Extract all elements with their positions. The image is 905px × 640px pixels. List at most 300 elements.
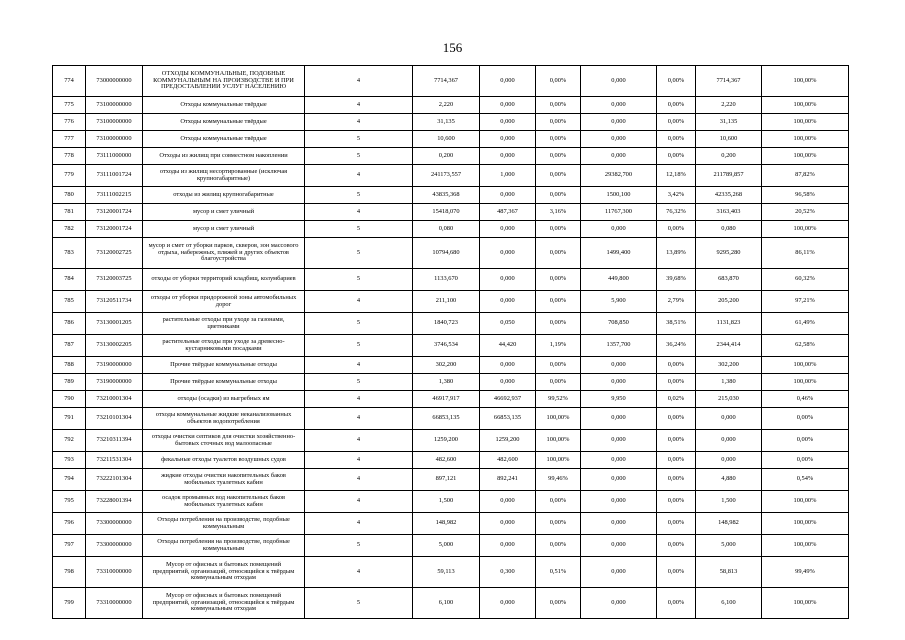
generated-amount-cell: 211,100 [413, 291, 480, 313]
value-1-cell: 892,241 [480, 469, 536, 491]
value-3-cell: 1,380 [696, 374, 762, 391]
waste-code-cell: 73100000000 [86, 97, 143, 114]
waste-name-cell: Отходы коммунальные твёрдые [143, 97, 305, 114]
percent-1-cell: 100,00% [536, 452, 581, 469]
percent-3-cell: 100,00% [762, 221, 849, 238]
hazard-class-cell: 5 [305, 313, 413, 335]
waste-code-cell: 73210001304 [86, 391, 143, 408]
waste-name-cell: Отходы из жилищ при совместном накоплении [143, 148, 305, 165]
table-row [53, 491, 849, 513]
value-2-cell: 0,000 [581, 588, 657, 619]
row-number-cell: 785 [53, 291, 86, 313]
waste-code-cell: 73210311394 [86, 430, 143, 452]
value-1-cell: 44,420 [480, 335, 536, 357]
value-1-cell: 0,300 [480, 557, 536, 588]
waste-code-cell: 73111002215 [86, 187, 143, 204]
percent-1-cell: 1,19% [536, 335, 581, 357]
table-row [53, 97, 849, 114]
generated-amount-cell: 2,220 [413, 97, 480, 114]
percent-3-cell: 100,00% [762, 114, 849, 131]
table-row [53, 313, 849, 335]
percent-3-cell: 100,00% [762, 588, 849, 619]
waste-code-cell: 73300000000 [86, 513, 143, 535]
table-row [53, 204, 849, 221]
waste-name-cell: отходы коммунальные жидкие неканализованных объектов водопотребления [143, 408, 305, 430]
hazard-class-cell: 4 [305, 557, 413, 588]
hazard-class-cell: 4 [305, 291, 413, 313]
hazard-class-cell: 5 [305, 535, 413, 557]
waste-code-cell: 73310000000 [86, 588, 143, 619]
value-1-cell: 0,000 [480, 114, 536, 131]
table-row [53, 114, 849, 131]
value-2-cell: 0,000 [581, 66, 657, 97]
waste-name-cell: фекальные отходы туалетов воздушных судов [143, 452, 305, 469]
waste-name-cell: ОТХОДЫ КОММУНАЛЬНЫЕ, ПОДОБНЫЕ КОММУНАЛЬНЫМ НА ПРОИЗВОДСТВЕ И ПРИ ПРЕДОСТАВЛЕНИИ УСЛУГ НАСЕЛЕНИЮ [143, 66, 305, 97]
table-row [53, 452, 849, 469]
table-row [53, 291, 849, 313]
hazard-class-cell: 4 [305, 66, 413, 97]
waste-code-cell: 73310000000 [86, 557, 143, 588]
percent-1-cell: 0,00% [536, 513, 581, 535]
waste-code-cell: 73111000000 [86, 148, 143, 165]
waste-code-cell: 73111001724 [86, 165, 143, 187]
percent-3-cell: 0,46% [762, 391, 849, 408]
hazard-class-cell: 4 [305, 469, 413, 491]
table-row [53, 374, 849, 391]
value-1-cell: 0,000 [480, 291, 536, 313]
generated-amount-cell: 46917,917 [413, 391, 480, 408]
value-1-cell: 0,000 [480, 221, 536, 238]
waste-name-cell: Прочие твёрдые коммунальные отходы [143, 357, 305, 374]
table-row [53, 335, 849, 357]
waste-code-cell: 73120511734 [86, 291, 143, 313]
value-2-cell: 0,000 [581, 557, 657, 588]
value-3-cell: 6,100 [696, 588, 762, 619]
value-2-cell: 0,000 [581, 469, 657, 491]
value-3-cell: 4,880 [696, 469, 762, 491]
value-1-cell: 0,000 [480, 238, 536, 269]
table-row [53, 430, 849, 452]
generated-amount-cell: 10794,680 [413, 238, 480, 269]
waste-code-cell: 73120002725 [86, 238, 143, 269]
percent-2-cell: 39,68% [657, 269, 696, 291]
waste-code-cell: 73100000000 [86, 114, 143, 131]
value-2-cell: 708,850 [581, 313, 657, 335]
generated-amount-cell: 1,380 [413, 374, 480, 391]
hazard-class-cell: 5 [305, 221, 413, 238]
percent-3-cell: 0,00% [762, 408, 849, 430]
percent-1-cell: 3,16% [536, 204, 581, 221]
percent-3-cell: 0,00% [762, 452, 849, 469]
value-1-cell: 1,000 [480, 165, 536, 187]
percent-3-cell: 100,00% [762, 513, 849, 535]
hazard-class-cell: 4 [305, 165, 413, 187]
percent-3-cell: 62,58% [762, 335, 849, 357]
value-1-cell: 0,000 [480, 148, 536, 165]
percent-1-cell: 99,52% [536, 391, 581, 408]
row-number-cell: 777 [53, 131, 86, 148]
value-1-cell: 0,050 [480, 313, 536, 335]
waste-code-cell: 73228001394 [86, 491, 143, 513]
percent-3-cell: 86,11% [762, 238, 849, 269]
waste-name-cell: жидкие отходы очистки накопительных баков мобильных туалетных кабин [143, 469, 305, 491]
waste-code-cell: 73211531304 [86, 452, 143, 469]
percent-3-cell: 100,00% [762, 66, 849, 97]
percent-2-cell: 0,00% [657, 588, 696, 619]
value-3-cell: 10,600 [696, 131, 762, 148]
value-1-cell: 0,000 [480, 187, 536, 204]
row-number-cell: 789 [53, 374, 86, 391]
row-number-cell: 787 [53, 335, 86, 357]
waste-name-cell: Отходы потребления на производстве, подобные коммунальным [143, 535, 305, 557]
value-3-cell: 148,982 [696, 513, 762, 535]
value-1-cell: 0,000 [480, 66, 536, 97]
percent-3-cell: 100,00% [762, 97, 849, 114]
percent-1-cell: 0,00% [536, 148, 581, 165]
percent-1-cell: 0,00% [536, 491, 581, 513]
table-row [53, 238, 849, 269]
generated-amount-cell: 15418,070 [413, 204, 480, 221]
row-number-cell: 774 [53, 66, 86, 97]
hazard-class-cell: 5 [305, 131, 413, 148]
percent-2-cell: 0,00% [657, 408, 696, 430]
value-3-cell: 1131,823 [696, 313, 762, 335]
percent-2-cell: 0,00% [657, 221, 696, 238]
hazard-class-cell: 4 [305, 114, 413, 131]
percent-2-cell: 76,32% [657, 204, 696, 221]
percent-2-cell: 0,02% [657, 391, 696, 408]
percent-1-cell: 99,46% [536, 469, 581, 491]
generated-amount-cell: 1,500 [413, 491, 480, 513]
table-row [53, 557, 849, 588]
generated-amount-cell: 66853,135 [413, 408, 480, 430]
generated-amount-cell: 482,600 [413, 452, 480, 469]
value-1-cell: 0,000 [480, 97, 536, 114]
waste-name-cell: отходы от уборки территорий кладбищ, колумбариев [143, 269, 305, 291]
hazard-class-cell: 4 [305, 408, 413, 430]
percent-2-cell: 0,00% [657, 97, 696, 114]
row-number-cell: 782 [53, 221, 86, 238]
percent-3-cell: 100,00% [762, 491, 849, 513]
table-row [53, 588, 849, 619]
value-1-cell: 482,600 [480, 452, 536, 469]
row-number-cell: 793 [53, 452, 86, 469]
percent-1-cell: 0,00% [536, 535, 581, 557]
value-2-cell: 0,000 [581, 148, 657, 165]
value-2-cell: 0,000 [581, 513, 657, 535]
table-row [53, 357, 849, 374]
waste-name-cell: растительные отходы при уходе за газонами, цветниками [143, 313, 305, 335]
percent-1-cell: 0,00% [536, 221, 581, 238]
value-2-cell: 0,000 [581, 491, 657, 513]
waste-name-cell: осадок промывных вод накопительных баков мобильных туалетных кабин [143, 491, 305, 513]
generated-amount-cell: 0,080 [413, 221, 480, 238]
value-3-cell: 3163,403 [696, 204, 762, 221]
waste-name-cell: мусор и смет уличный [143, 221, 305, 238]
generated-amount-cell: 0,200 [413, 148, 480, 165]
waste-name-cell: отходы очистки септиков для очистки хозяйственно-бытовых сточных вод малоопасные [143, 430, 305, 452]
percent-3-cell: 97,21% [762, 291, 849, 313]
percent-3-cell: 87,82% [762, 165, 849, 187]
percent-2-cell: 2,79% [657, 291, 696, 313]
value-1-cell: 0,000 [480, 535, 536, 557]
percent-1-cell: 0,00% [536, 114, 581, 131]
value-3-cell: 0,000 [696, 452, 762, 469]
row-number-cell: 784 [53, 269, 86, 291]
generated-amount-cell: 148,982 [413, 513, 480, 535]
percent-3-cell: 61,49% [762, 313, 849, 335]
percent-2-cell: 0,00% [657, 535, 696, 557]
percent-1-cell: 0,00% [536, 313, 581, 335]
waste-name-cell: мусор и смет от уборки парков, скверов, зон массового отдыха, набережных, пляжей и других объектов благоустройства [143, 238, 305, 269]
row-number-cell: 778 [53, 148, 86, 165]
value-1-cell: 487,367 [480, 204, 536, 221]
row-number-cell: 788 [53, 357, 86, 374]
value-2-cell: 0,000 [581, 221, 657, 238]
hazard-class-cell: 4 [305, 491, 413, 513]
table-row [53, 221, 849, 238]
value-3-cell: 683,870 [696, 269, 762, 291]
value-1-cell: 0,000 [480, 513, 536, 535]
value-2-cell: 0,000 [581, 535, 657, 557]
percent-1-cell: 0,00% [536, 357, 581, 374]
value-2-cell: 0,000 [581, 357, 657, 374]
page-number: 156 [442, 40, 463, 55]
generated-amount-cell: 3746,534 [413, 335, 480, 357]
percent-2-cell: 0,00% [657, 557, 696, 588]
value-1-cell: 0,000 [480, 269, 536, 291]
waste-code-cell: 73300000000 [86, 535, 143, 557]
percent-2-cell: 0,00% [657, 374, 696, 391]
value-3-cell: 0,080 [696, 221, 762, 238]
row-number-cell: 781 [53, 204, 86, 221]
percent-3-cell: 0,00% [762, 430, 849, 452]
value-2-cell: 0,000 [581, 114, 657, 131]
value-3-cell: 215,030 [696, 391, 762, 408]
value-2-cell: 0,000 [581, 131, 657, 148]
value-3-cell: 42335,268 [696, 187, 762, 204]
value-2-cell: 0,000 [581, 452, 657, 469]
table-body [53, 66, 849, 619]
percent-1-cell: 0,51% [536, 557, 581, 588]
percent-3-cell: 0,54% [762, 469, 849, 491]
percent-2-cell: 0,00% [657, 452, 696, 469]
row-number-cell: 798 [53, 557, 86, 588]
generated-amount-cell: 241173,557 [413, 165, 480, 187]
row-number-cell: 794 [53, 469, 86, 491]
row-number-cell: 779 [53, 165, 86, 187]
value-3-cell: 2,220 [696, 97, 762, 114]
percent-2-cell: 13,89% [657, 238, 696, 269]
generated-amount-cell: 1840,723 [413, 313, 480, 335]
value-3-cell: 9295,280 [696, 238, 762, 269]
generated-amount-cell: 897,121 [413, 469, 480, 491]
value-1-cell: 0,000 [480, 357, 536, 374]
value-2-cell: 0,000 [581, 374, 657, 391]
row-number-cell: 791 [53, 408, 86, 430]
row-number-cell: 775 [53, 97, 86, 114]
value-1-cell: 0,000 [480, 491, 536, 513]
value-2-cell: 0,000 [581, 408, 657, 430]
hazard-class-cell: 5 [305, 187, 413, 204]
table-row [53, 535, 849, 557]
table-row [53, 148, 849, 165]
percent-3-cell: 60,32% [762, 269, 849, 291]
waste-code-cell: 73120001724 [86, 204, 143, 221]
value-2-cell: 0,000 [581, 97, 657, 114]
percent-3-cell: 96,58% [762, 187, 849, 204]
hazard-class-cell: 4 [305, 513, 413, 535]
row-number-cell: 795 [53, 491, 86, 513]
hazard-class-cell: 4 [305, 430, 413, 452]
hazard-class-cell: 5 [305, 148, 413, 165]
table-row [53, 66, 849, 97]
waste-name-cell: растительные отходы при уходе за древесно-кустарниковыми посадками [143, 335, 305, 357]
percent-1-cell: 100,00% [536, 408, 581, 430]
value-3-cell: 211789,857 [696, 165, 762, 187]
value-2-cell: 1357,700 [581, 335, 657, 357]
percent-1-cell: 0,00% [536, 269, 581, 291]
waste-code-cell: 73190000000 [86, 357, 143, 374]
generated-amount-cell: 59,113 [413, 557, 480, 588]
value-2-cell: 9,950 [581, 391, 657, 408]
waste-code-cell: 73130002205 [86, 335, 143, 357]
value-1-cell: 46692,937 [480, 391, 536, 408]
generated-amount-cell: 43835,368 [413, 187, 480, 204]
generated-amount-cell: 7714,367 [413, 66, 480, 97]
value-1-cell: 1259,200 [480, 430, 536, 452]
waste-name-cell: Мусор от офисных и бытовых помещений предприятий, организаций, относящийся к твёрдым коммунальным отходам [143, 557, 305, 588]
waste-code-cell: 73130001205 [86, 313, 143, 335]
percent-2-cell: 0,00% [657, 131, 696, 148]
value-1-cell: 0,000 [480, 374, 536, 391]
value-3-cell: 58,813 [696, 557, 762, 588]
value-2-cell: 5,900 [581, 291, 657, 313]
value-3-cell: 205,200 [696, 291, 762, 313]
table-row [53, 408, 849, 430]
percent-3-cell: 100,00% [762, 148, 849, 165]
generated-amount-cell: 302,200 [413, 357, 480, 374]
value-3-cell: 0,200 [696, 148, 762, 165]
generated-amount-cell: 10,600 [413, 131, 480, 148]
value-3-cell: 0,000 [696, 430, 762, 452]
table-row [53, 269, 849, 291]
hazard-class-cell: 4 [305, 97, 413, 114]
percent-1-cell: 0,00% [536, 187, 581, 204]
waste-name-cell: Отходы коммунальные твёрдые [143, 114, 305, 131]
percent-1-cell: 0,00% [536, 97, 581, 114]
percent-1-cell: 0,00% [536, 66, 581, 97]
value-1-cell: 0,000 [480, 588, 536, 619]
row-number-cell: 797 [53, 535, 86, 557]
waste-table [52, 65, 849, 619]
waste-code-cell: 73222101304 [86, 469, 143, 491]
value-2-cell: 11767,300 [581, 204, 657, 221]
value-3-cell: 7714,367 [696, 66, 762, 97]
hazard-class-cell: 5 [305, 588, 413, 619]
waste-name-cell: отходы (осадки) из выгребных ям [143, 391, 305, 408]
row-number-cell: 796 [53, 513, 86, 535]
value-3-cell: 2344,414 [696, 335, 762, 357]
row-number-cell: 792 [53, 430, 86, 452]
row-number-cell: 799 [53, 588, 86, 619]
percent-3-cell: 20,52% [762, 204, 849, 221]
percent-2-cell: 0,00% [657, 66, 696, 97]
percent-2-cell: 38,51% [657, 313, 696, 335]
waste-name-cell: отходы из жилищ несортированные (исключая крупногабаритные) [143, 165, 305, 187]
percent-3-cell: 100,00% [762, 131, 849, 148]
waste-name-cell: Отходы коммунальные твёрдые [143, 131, 305, 148]
percent-2-cell: 0,00% [657, 513, 696, 535]
table-row [53, 469, 849, 491]
percent-1-cell: 0,00% [536, 131, 581, 148]
value-3-cell: 1,500 [696, 491, 762, 513]
table-row [53, 513, 849, 535]
table-row [53, 187, 849, 204]
row-number-cell: 786 [53, 313, 86, 335]
generated-amount-cell: 31,135 [413, 114, 480, 131]
hazard-class-cell: 5 [305, 335, 413, 357]
percent-2-cell: 0,00% [657, 469, 696, 491]
table-row [53, 391, 849, 408]
generated-amount-cell: 1259,200 [413, 430, 480, 452]
waste-code-cell: 73000000000 [86, 66, 143, 97]
table-row [53, 165, 849, 187]
value-2-cell: 1499,400 [581, 238, 657, 269]
percent-1-cell: 100,00% [536, 430, 581, 452]
percent-1-cell: 0,00% [536, 374, 581, 391]
waste-code-cell: 73100000000 [86, 131, 143, 148]
waste-code-cell: 73120003725 [86, 269, 143, 291]
hazard-class-cell: 5 [305, 269, 413, 291]
waste-name-cell: мусор и смет уличный [143, 204, 305, 221]
hazard-class-cell: 4 [305, 204, 413, 221]
generated-amount-cell: 1133,670 [413, 269, 480, 291]
percent-2-cell: 0,00% [657, 148, 696, 165]
percent-2-cell: 0,00% [657, 357, 696, 374]
percent-1-cell: 0,00% [536, 238, 581, 269]
waste-code-cell: 73120001724 [86, 221, 143, 238]
percent-3-cell: 100,00% [762, 535, 849, 557]
row-number-cell: 776 [53, 114, 86, 131]
waste-name-cell: Отходы потребления на производстве, подобные коммунальным [143, 513, 305, 535]
hazard-class-cell: 5 [305, 374, 413, 391]
hazard-class-cell: 4 [305, 391, 413, 408]
waste-name-cell: отходы из жилищ крупногабаритные [143, 187, 305, 204]
percent-1-cell: 0,00% [536, 588, 581, 619]
percent-2-cell: 12,18% [657, 165, 696, 187]
hazard-class-cell: 4 [305, 357, 413, 374]
row-number-cell: 783 [53, 238, 86, 269]
percent-3-cell: 100,00% [762, 357, 849, 374]
value-3-cell: 302,200 [696, 357, 762, 374]
waste-name-cell: отходы от уборки придорожной зоны автомобильных дорог [143, 291, 305, 313]
percent-2-cell: 0,00% [657, 430, 696, 452]
row-number-cell: 780 [53, 187, 86, 204]
generated-amount-cell: 6,100 [413, 588, 480, 619]
value-1-cell: 0,000 [480, 131, 536, 148]
value-2-cell: 1500,100 [581, 187, 657, 204]
percent-3-cell: 99,49% [762, 557, 849, 588]
hazard-class-cell: 4 [305, 452, 413, 469]
generated-amount-cell: 5,000 [413, 535, 480, 557]
value-2-cell: 0,000 [581, 430, 657, 452]
value-3-cell: 5,000 [696, 535, 762, 557]
row-number-cell: 790 [53, 391, 86, 408]
percent-2-cell: 0,00% [657, 114, 696, 131]
value-3-cell: 31,135 [696, 114, 762, 131]
percent-3-cell: 100,00% [762, 374, 849, 391]
